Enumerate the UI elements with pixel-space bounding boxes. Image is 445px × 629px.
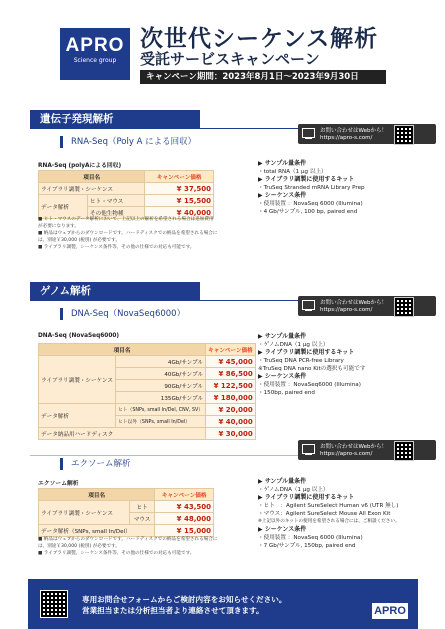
row-label: ライブラリ調製・シーケンス — [39, 501, 130, 525]
row-price: ¥ 48,000 — [155, 513, 214, 525]
campaign-period: キャンペーン期間：2023年8月1日〜2023年9月30日 — [140, 70, 386, 84]
condition-line: ・4 Gb/サンプル, 100 bp, paired end — [258, 209, 358, 215]
condition-heading: ▶ ライブラリ調製に使用するキット — [258, 494, 355, 501]
row-price: ¥ 180,000 — [206, 392, 256, 404]
footer-line: 専用お問合せフォームからご検討内容をお知らせください。 — [82, 595, 287, 604]
condition-heading: ▶ ライブラリ調製に使用するキット — [258, 176, 355, 183]
rnaseq-price-table — [38, 170, 214, 219]
row-option: ヒト — [129, 501, 155, 513]
note: ■ ライブラリ調製、シーケンス条件等、その他の仕様での対応も可能です。 — [38, 551, 195, 556]
logo-sub-text: Science group — [73, 57, 117, 64]
row-label: データ解析 — [39, 404, 116, 428]
condition-heading: ▶ サンプル量条件 — [258, 478, 307, 485]
row-price: ¥ 30,000 — [206, 428, 256, 440]
contact-web-button[interactable] — [298, 440, 436, 460]
note: ■ 納品はウェブからのダウンロードです。ハードディスクでの納品を希望される場合には、別途￥30,000 (税別) が必要です。 — [38, 231, 218, 243]
condition-line: ・使用装置 ：NovaSeq6000 (Illumina) — [258, 382, 361, 388]
condition-heading: ▶ サンプル量条件 — [258, 333, 307, 340]
row-price: ¥ 40,000 — [206, 416, 256, 428]
row-option: マウス — [129, 513, 155, 525]
contact-web-button[interactable] — [298, 296, 436, 316]
dnaseq-conditions — [258, 333, 418, 397]
dnaseq-subtitle: DNA-Seq（NovaSeq6000） — [60, 308, 185, 320]
exome-conditions — [258, 478, 428, 550]
exome-subtitle: エクソーム解析 — [60, 458, 131, 470]
condition-heading: ▶ シーケンス条件 — [258, 373, 307, 380]
row-option: ヒト（SNPs, small In/Del, CNV, SV） — [115, 404, 205, 416]
contact-url: https://apro-s.com/ — [320, 307, 373, 313]
note: ■ ヒト・マウスのデータ解析において、上記以上の解析を希望される場合は追加費用が必要になります。 — [38, 217, 214, 229]
row-option: ヒト以外（SNPs, small In/Del） — [115, 416, 205, 428]
condition-line: ・TruSeq DNA PCR-free Library — [258, 358, 344, 364]
notes-block — [38, 536, 218, 557]
condition-line: ・TruSeq Stranded mRNA Library Prep — [258, 185, 365, 191]
row-label: データ解析（SNPs, small In/Del） — [39, 525, 155, 537]
condition-line: ※上記以外のキットの使用を希望される場合には、ご相談ください。 — [258, 519, 400, 524]
row-label: ライブラリ調製・シーケンス — [39, 183, 145, 195]
apro-logo — [60, 28, 130, 80]
row-price: ¥ 43,500 — [155, 501, 214, 513]
row-option: 90Gb/サンプル — [115, 380, 205, 392]
contact-text: お問い合わせはWebから！ — [320, 128, 387, 134]
condition-heading: ▶ シーケンス条件 — [258, 192, 307, 199]
condition-line: ・ゲノムDNA（1 μg 以上） — [258, 342, 329, 348]
condition-line: ・使用装置 ：NovaSeq 6000 (Illumina) — [258, 535, 363, 541]
table-header-row — [39, 344, 256, 356]
computer-icon — [302, 300, 315, 310]
row-price: ¥ 86,500 — [206, 368, 256, 380]
contact-text: お問い合わせはWebから！ — [320, 300, 387, 306]
table-row — [39, 501, 214, 513]
condition-line: ・7 Gb/サンプル, 150bp, paired end — [258, 543, 356, 549]
logo-main-text: APRO — [65, 35, 125, 56]
col-item: 項目名 — [39, 489, 155, 501]
table-row — [39, 404, 256, 416]
computer-icon — [302, 128, 315, 138]
row-option: ヒト・マウス — [88, 195, 145, 207]
contact-url: https://apro-s.com/ — [320, 451, 373, 457]
row-price: ¥ 37,500 — [145, 183, 214, 195]
table-caption: エクソーム解析 — [38, 481, 79, 487]
page-title: 次世代シーケンス解析 — [140, 26, 379, 52]
notes-block — [38, 216, 218, 251]
table-header-row — [39, 489, 214, 501]
computer-icon — [302, 444, 315, 454]
qr-code-icon[interactable] — [394, 297, 414, 317]
exome-price-table — [38, 488, 214, 537]
row-price: ¥ 15,500 — [145, 195, 214, 207]
footer-line: 営業担当または分析担当者より連絡させて頂きます。 — [82, 606, 264, 615]
table-row — [39, 428, 256, 440]
dnaseq-price-table — [38, 343, 256, 440]
table-caption: RNA-Seq (polyAによる回収) — [38, 163, 122, 169]
col-item: 項目名 — [39, 171, 145, 183]
row-price: ¥ 20,000 — [206, 404, 256, 416]
condition-line: ・150bp, paired end — [258, 390, 315, 396]
row-option: その他生物種 — [88, 207, 145, 219]
table-header-row — [39, 171, 214, 183]
footer-apro-logo: APRO — [372, 603, 408, 619]
row-label: データ納品用ハードディスク — [39, 428, 206, 440]
row-label: ライブラリ調製・シーケンス — [39, 356, 116, 404]
condition-heading: ▶ シーケンス条件 — [258, 526, 307, 533]
row-option: 40Gb/サンプル — [115, 368, 205, 380]
table-row — [39, 183, 214, 195]
note: ■ 納品はウェブからのダウンロードです。ハードディスクでの納品を希望される場合には、別途￥30,000 (税別) が必要です。 — [38, 537, 218, 549]
condition-line: ・ヒト ：Agilent SureSelect Human v6 (UTR 無し) — [258, 503, 399, 509]
qr-code-icon[interactable] — [394, 441, 414, 461]
note: ■ ライブラリ調製、シーケンス条件等、その他の仕様での対応も可能です。 — [38, 245, 195, 250]
row-price: ¥ 40,000 — [145, 207, 214, 219]
table-row — [39, 525, 214, 537]
qr-code-icon[interactable] — [394, 125, 414, 145]
contact-web-button[interactable] — [298, 124, 436, 144]
table-row — [39, 356, 256, 368]
condition-line: ・total RNA（1 μg 以上） — [258, 169, 327, 175]
qr-code-icon[interactable] — [40, 590, 68, 618]
col-price: キャンペーン価格 — [206, 344, 256, 356]
row-label: データ解析 — [39, 195, 88, 219]
contact-text: お問い合わせはWebから！ — [320, 444, 387, 450]
col-item: 項目名 — [39, 344, 206, 356]
condition-line: ・ゲノムDNA（1 μg 以上） — [258, 487, 329, 493]
row-price: ¥ 45,000 — [206, 356, 256, 368]
page-subtitle: 受託サービスキャンペーン — [140, 50, 320, 68]
row-option: 4Gb/サンプル — [115, 356, 205, 368]
table-row — [39, 195, 214, 207]
rnaseq-conditions — [258, 160, 418, 216]
footer-text — [82, 594, 286, 616]
row-price: ¥ 122,500 — [206, 380, 256, 392]
condition-heading: ▶ サンプル量条件 — [258, 160, 307, 167]
col-price: キャンペーン価格 — [155, 489, 214, 501]
footer-banner — [28, 579, 418, 629]
condition-heading: ▶ ライブラリ調製に使用するキット — [258, 349, 355, 356]
rnaseq-subtitle: RNA-Seq（Poly A による回収） — [60, 136, 196, 148]
row-option: 135Gb/サンプル — [115, 392, 205, 404]
section-gene-expression-title: 遺伝子発現解析 — [30, 110, 200, 128]
col-price: キャンペーン価格 — [145, 171, 214, 183]
condition-line: ・使用装置 ：NovaSeq 6000 (Illumina) — [258, 201, 363, 207]
row-price: ¥ 15,000 — [155, 525, 214, 537]
section-genome-title: ゲノム解析 — [30, 282, 200, 300]
condition-line: ※TruSeq DNA nano Kitの選択も可能です — [258, 366, 366, 372]
table-caption: DNA-Seq (NovaSeq6000) — [38, 333, 120, 339]
contact-url: https://apro-s.com/ — [320, 135, 373, 141]
condition-line: ・マウス：Agilent SureSelect Mouse All Exon Kit — [258, 511, 391, 517]
